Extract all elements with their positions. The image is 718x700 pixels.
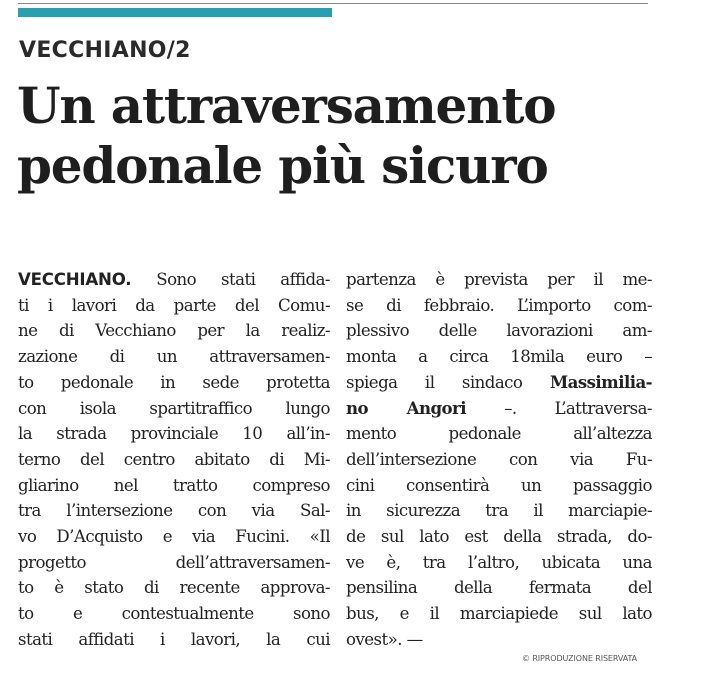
section-accent-bar bbox=[18, 8, 332, 17]
headline-line-2: pedonale più sicuro bbox=[17, 136, 548, 195]
article-line: la strada provinciale 10 all’in- bbox=[18, 424, 330, 444]
article-line: ve è, tra l’altro, ubicata una bbox=[346, 552, 652, 572]
article-column-right bbox=[346, 267, 652, 653]
article-text: spiega il sindaco bbox=[346, 372, 550, 392]
article-line: to e contestualmente sono bbox=[18, 604, 330, 624]
copyright-notice: © RIPRODUZIONE RISERVATA bbox=[522, 654, 638, 663]
article-line: to è stato di recente approva- bbox=[18, 578, 330, 598]
article-line: de sul lato est della strada, do- bbox=[346, 527, 652, 547]
article-line: tra l’intersezione con via Sal- bbox=[18, 501, 330, 521]
article-line: cini consentirà un passaggio bbox=[346, 475, 652, 495]
article-text: Sono stati affida- bbox=[131, 270, 330, 289]
kicker: VECCHIANO/2 bbox=[19, 38, 191, 63]
person-name: no Angori bbox=[346, 397, 466, 418]
article-line: partenza è prevista per il me- bbox=[346, 270, 652, 289]
article-line: zazione di un attraversamen- bbox=[18, 347, 330, 367]
article-line: bus, e il marciapiede sul lato bbox=[346, 604, 652, 624]
article-line: con isola spartitraffico lungo bbox=[18, 398, 330, 418]
article-line: se di febbraio. L’importo com- bbox=[346, 295, 652, 315]
article-line: ne di Vecchiano per la realiz- bbox=[18, 321, 330, 341]
article-text: –. L’attraversa- bbox=[465, 398, 652, 418]
article-line: terno del centro abitato di Mi- bbox=[18, 449, 330, 469]
article-line: mento pedonale all’altezza bbox=[346, 424, 652, 444]
headline-line-1: Un attraversamento bbox=[17, 76, 556, 135]
article-line: dell’intersezione con via Fu- bbox=[346, 449, 652, 469]
article-line: pensilina della fermata del bbox=[346, 578, 652, 598]
article-line: plessivo delle lavorazioni am- bbox=[346, 321, 652, 341]
article-line: ti i lavori da parte del Comu- bbox=[18, 295, 330, 315]
article-column-left bbox=[18, 267, 330, 653]
article-line: progetto dell’attraversamen- bbox=[18, 552, 330, 572]
article-line: stati affidati i lavori, la cui bbox=[18, 629, 330, 649]
article-line: gliarino nel tratto compreso bbox=[18, 475, 330, 495]
article-line bbox=[18, 267, 330, 293]
article-line: to pedonale in sede protetta bbox=[18, 372, 330, 392]
article-line bbox=[346, 396, 652, 422]
article-line: vo D’Acquisto e via Fucini. «Il bbox=[18, 527, 330, 547]
article-line: in sicurezza tra il marciapie- bbox=[346, 501, 652, 521]
dateline: VECCHIANO. bbox=[18, 270, 132, 289]
top-rule bbox=[18, 3, 648, 4]
person-name: Massimilia- bbox=[549, 371, 652, 392]
article-line: monta a circa 18mila euro – bbox=[346, 347, 652, 367]
article-line: ovest». — bbox=[346, 629, 423, 649]
article-line bbox=[346, 370, 652, 396]
headline bbox=[17, 76, 555, 196]
